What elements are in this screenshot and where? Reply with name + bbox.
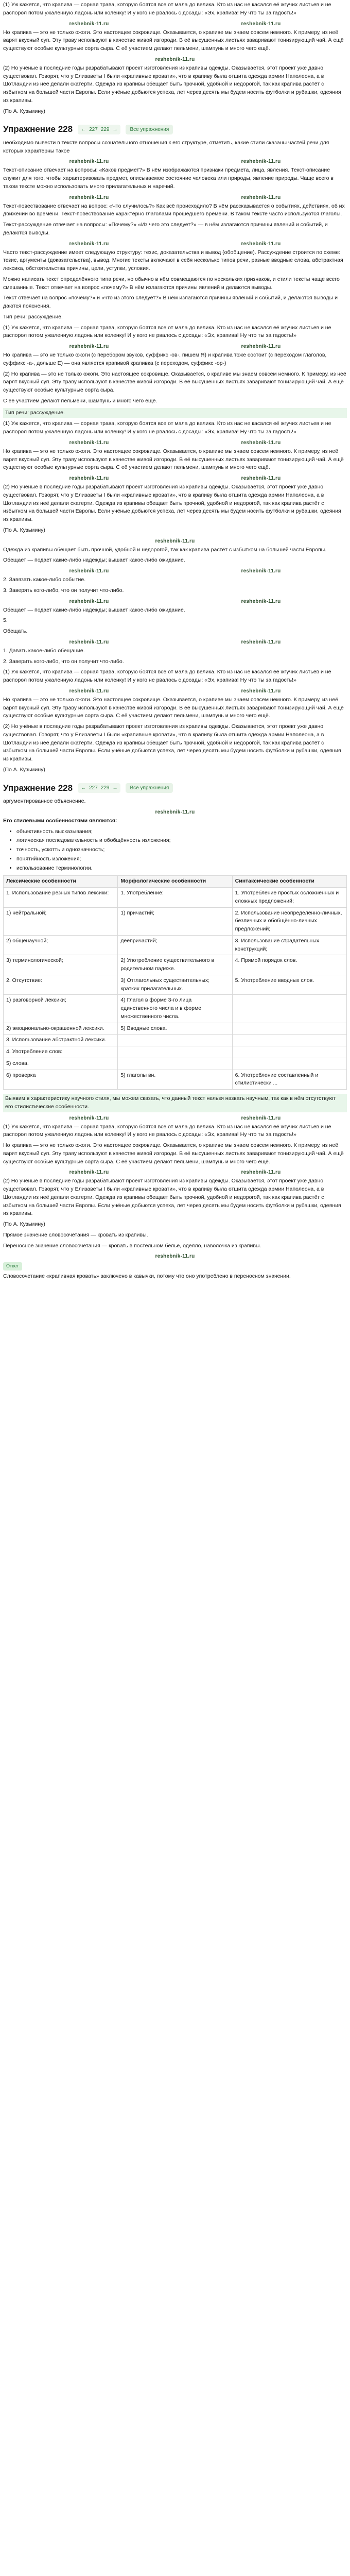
paragraph: Текст-повествование отвечает на вопрос: «Что случилось?» Как всё происходило? В нём рассказывается о событиях, действиях, об их движении во времени. Текст-повествование характерно глаголами прошедшего времени. В таком тексте часто используются глаголы. — [3, 202, 345, 217]
argument-line: аргументированное объяснение. — [3, 798, 86, 804]
table-cell: 2) Употребление существительного в родительном падеже. — [118, 955, 232, 975]
paragraph: Но крапива — это не только ожоги. Это настоящее сокровище. Оказывается, о крапиве мы знаем совсем немного. К примеру, из неё варят вкусный суп. Эту траву используют в качестве живой изгороди. В её высушенных листьях заваривают тонизирующий чай. А ещё существуют особые культурные сорта сыра. С её участием делают пельмени, шампунь и много чего ещё. — [3, 29, 344, 52]
paragraph: Но крапива — это не только ожоги. Это настоящее сокровище. Оказывается, о крапиве мы знаем совсем немного. К примеру, из неё варят вкусный суп. Эту траву используют в качестве живой изгороди. В её высушенных листьях заваривают тонизирующий чай. А ещё существуют особые культурные сорта сыра. С её участием делают пельмени, шампунь и много чего ещё. — [3, 696, 344, 719]
paragraph: 2. Заверить кого-либо, что он получит что-либо. — [3, 658, 124, 665]
watermark: reshebnik-11.ru — [241, 344, 281, 349]
exercise-header — [3, 123, 347, 136]
paragraph: Словосочетание «крапивная кровать» заключено в кавычки, потому что оно употреблено в переносном значении. — [3, 1273, 291, 1279]
watermark: reshebnik-11.ru — [241, 1115, 281, 1121]
all-exercises-button[interactable]: Все упражнения — [126, 783, 173, 793]
table-cell: 1. Употребление простых осложнённых и сложных предложений; — [233, 888, 347, 908]
table-cell: 6) проверка — [4, 1070, 118, 1090]
table-header: Лексические особенности — [4, 876, 118, 888]
paragraph: Текст отвечает на вопрос «почему?» и «что из этого следует?» В нём излагаются причины явлений и событий, и делаются выводы и даются пояснения. — [3, 295, 338, 309]
paragraph: Выявим в характеристику научного стиля, мы можем сказать, что данный текст нельзя назвать научным, так как в нём отсутствуют его стилистические особенности. — [3, 1094, 347, 1112]
plan-label: Тип речи: рассуждение. — [3, 313, 63, 320]
table-cell: 2) общенаучной; — [4, 936, 118, 956]
watermark: reshebnik-11.ru — [69, 568, 109, 574]
prev-arrow-icon[interactable]: ← — [81, 785, 86, 791]
table-cell — [233, 1058, 347, 1070]
list-item: • понятийность изложения; — [16, 855, 347, 863]
answer-tag: Ответ — [3, 1262, 22, 1270]
list-item: • точность, ускотть и однозначность; — [16, 846, 347, 854]
table-cell — [233, 1023, 347, 1035]
watermark: reshebnik-11.ru — [69, 476, 109, 481]
watermark: reshebnik-11.ru — [241, 688, 281, 694]
features-list — [3, 828, 347, 873]
body-text-1 — [3, 324, 347, 405]
next-arrow-icon[interactable]: → — [112, 785, 118, 791]
paragraph: (2) Но учёные в последние годы разрабатывают проект изготовления из крапивы одежды. Оказывается, этот проект уже давно существовал. Говорят, что у Елизаветы I были «крапивные кровати», что в крапиву была отшита одежда армии Наполеона, а в Шотландии из неё делали скатерти. Одежда из крапивы обещает быть прочной, удобной и недорогой, так как крапива растёт с избытком на большей части Европы. Если учёные добьются успеха, лет через десять мы будем носить футболки и рубашки, одеяния из крапивы. — [3, 484, 341, 522]
paragraph: Можно написать текст определённого типа речи, но обычно в нём совмещаются по нескольких признаков, и стили тексты чаще всего смешанные. Текст отвечает на вопрос «почему?» В нём излагаются причины явлений и делаются выводы. — [3, 276, 340, 291]
watermark: reshebnik-11.ru — [69, 688, 109, 694]
task-block — [3, 537, 347, 666]
paragraph: Обещает — подает какие-либо надежды; вышает какое-либо ожидание. — [3, 557, 185, 564]
list-item: • логическая последовательность и обобщённость изложения; — [16, 837, 347, 845]
paragraph: С её участием делают пельмени, шампунь и много чего ещё. — [3, 397, 157, 404]
top-text — [3, 1, 347, 115]
exercise-pager — [78, 125, 120, 134]
table-cell: 1) причастий; — [118, 908, 232, 936]
table-cell: 1. Использование резных типов лексики: — [4, 888, 118, 908]
next-exercise-link[interactable]: 229 — [100, 785, 110, 791]
watermark: reshebnik-11.ru — [155, 56, 195, 62]
table-cell — [118, 1046, 232, 1058]
watermark: reshebnik-11.ru — [241, 476, 281, 481]
paragraph: (1) Уж кажется, что крапива — сорная трава, которую боятся все от мала до велика. Кто из нас не касался её жгучих листьев и не распорол потом ужаленную ладонь или коленку! И у кого не рвалось с досады: «Эх, крапива! Ну что ты за гадость!» — [3, 324, 331, 339]
table-cell: деепричастий; — [118, 936, 232, 956]
body-text-3 — [3, 668, 347, 774]
all-exercises-button[interactable]: Все упражнения — [126, 125, 173, 134]
table-cell: 1. Употребление: — [118, 888, 232, 908]
watermark: reshebnik-11.ru — [241, 1170, 281, 1176]
paragraph: необходимо вывести в тексте вопросы сознательного отношения к его структуре, отметить, какие стили сказаны частей речи для которых характерны такое — [3, 139, 329, 154]
features-title: Его стилевыми особенностями являются: — [3, 817, 117, 824]
list-item: • использование терминологии. — [16, 865, 347, 873]
watermark: reshebnik-11.ru — [69, 241, 109, 247]
exercise-pager — [78, 783, 120, 793]
watermark: reshebnik-11.ru — [69, 598, 109, 604]
table-header: Синтаксические особенности — [233, 876, 347, 888]
author: (По А. Кузьмину) — [3, 108, 45, 114]
table-cell: 2. Отсутствие: — [4, 975, 118, 995]
conclusion-block — [3, 1094, 347, 1281]
next-arrow-icon[interactable]: → — [112, 126, 118, 132]
paragraph: Текст-рассуждение отвечает на вопросы: «Почему?» «Из чего это следует?» — в нём излагаются причины явлений и событий, и делаются выводы. — [3, 222, 328, 236]
exercise-title: Упражнение 228 — [3, 783, 73, 793]
table-cell: 4) Глагол в форме 3-го лица единственного числа и в форме множественного числа. — [118, 995, 232, 1023]
table-cell: 2) эмоционально-окрашенной лексики. — [4, 1023, 118, 1035]
table-cell — [118, 1058, 232, 1070]
paragraph: Одежда из крапивы обещает быть прочной, удобной и недорогой, так как крапива растёт с избытком на большей части Европы. — [3, 546, 327, 553]
table-cell — [233, 1035, 347, 1046]
table-cell: 3) Отглагольных существительных; кратких прилагательных. — [118, 975, 232, 995]
paragraph: (2) Но учёные в последние годы разрабатывают проект изготовления из крапивы одежды. Оказывается, этот проект уже давно существовал. Говорят, что у Елизаветы I были «крапивные кровати», что в крапиву была отшита одежда армии Наполеона, а в Шотландии из неё делали скатерти. Одежда из крапивы обещает быть прочной, удобной и недорогой, так как крапива растёт с избытком на большей части Европы. Если учёные добьются успеха, лет через десять мы будем носить футболки и рубашки, одеяния из крапивы. — [3, 723, 341, 762]
list-item: • объективность высказывания; — [16, 828, 347, 836]
watermark: reshebnik-11.ru — [69, 439, 109, 446]
watermark: reshebnik-11.ru — [69, 1170, 109, 1176]
table-cell: 4. Употребление слов: — [4, 1046, 118, 1058]
paragraph: (2) Но крапива — это не только ожоги. Это настоящее сокровище. Оказывается, о крапиве мы знаем совсем немного. К примеру, из неё варят вкусный суп. Эту траву используют в качестве живой изгороди. В её высушенных листьях заваривают тонизирующий чай. А ещё существуют особые культурные сорта сыра. — [3, 370, 346, 393]
table-cell — [233, 995, 347, 1023]
table-cell — [233, 1046, 347, 1058]
paragraph: (2) Но учёные в последние годы разрабатывают проект изготовления из крапивы одежды. Оказывается, этот проект уже давно существовал. Говорят, что у Елизаветы I были «крапивные кровати», что в крапиву была отшита одежда армии Наполеона, а в Шотландии из неё делали скатерти. Одежда из крапивы обещает быть прочной, удобной и недорогой, так как крапива растёт с избытком на большей части Европы. Если учёные добьются успеха, лет через десять мы будем носить футболки и рубашки, одеяния из крапивы. — [3, 1178, 341, 1217]
paragraph: 2. Завязать какое-либо событие. — [3, 577, 86, 583]
paragraph: (1) Уж кажется, что крапива — сорная трава, которую боятся все от мала до велика. Кто из нас не касался её жгучих листьев и не распорол потом ужаленную ладонь или коленку! И у кого не рвалось с досады: «Эх, крапива! Ну что ты за гадость!» — [3, 669, 331, 683]
table-cell — [118, 1035, 232, 1046]
watermark: reshebnik-11.ru — [241, 439, 281, 446]
paragraph: (1) Уж кажется, что крапива — сорная трава, которую боятся все от мала до велика. Кто из нас не касался её жгучих листьев и не распорол потом ужаленную ладонь или коленку! И у кого не рвалось с досады: «Эх, крапива! Ну что ты за гадость!» — [3, 2, 331, 16]
prev-arrow-icon[interactable]: ← — [81, 126, 86, 132]
watermark: reshebnik-11.ru — [241, 598, 281, 604]
paragraph: Прямое значение словосочетания — кровать из крапивы. — [3, 1231, 148, 1238]
table-cell: 5) Вводные слова. — [118, 1023, 232, 1035]
features-table — [3, 875, 347, 1090]
paragraph: Текст-описание отвечает на вопросы: «Каков предмет?» В нём изображаются признаки предмета, лица, явления. Текст-описание служит для того, чтобы характеризовать предмет, описываемое состояние человека или природы, явление природы. Чаще всего в таком тексте можно использовать много прилагательных и наречий. — [3, 167, 334, 190]
table-cell: 1) нейтральной; — [4, 908, 118, 936]
table-header: Морфологические особенности — [118, 876, 232, 888]
table-cell: 4. Прямой порядок слов. — [233, 955, 347, 975]
watermark: reshebnik-11.ru — [241, 194, 281, 200]
paragraph: Часто текст-рассуждение имеет следующую структуру: тезис, доказательства и вывод (обобщение). Рассуждение строится по схеме: тезис, аргументы (доказательства), вывод. Многие тексты включают в себя несколько типов речи, разные вводные слова, абстрактная лексика, обстоятельства причины, цели, уступки, условия. — [3, 249, 343, 272]
author: (По А. Кузьмину) — [3, 766, 45, 773]
watermark: reshebnik-11.ru — [69, 159, 109, 165]
paragraph: Переносное значение словосочетания — кровать в постельном белье, одеяло, наволочка из крапивы. — [3, 1242, 261, 1249]
highlight-answer: Тип речи: рассуждение. — [3, 408, 347, 418]
paragraph: Но крапива — это не только ожоги. Это настоящее сокровище. Оказывается, о крапиве мы знаем совсем немного. К примеру, из неё варят вкусный суп. Эту траву используют в качестве живой изгороди. В её высушенных листьях заваривают тонизирующий чай. А ещё существуют особые культурные сорта сыра. С её участием делают пельмени, шампунь и много чего ещё. — [3, 448, 344, 471]
page — [0, 0, 350, 1281]
paragraph: Обещать. — [3, 628, 28, 634]
table-cell: 5) глаголы вн. — [118, 1070, 232, 1090]
table-cell: 3) терминологической; — [4, 955, 118, 975]
watermark: reshebnik-11.ru — [155, 538, 195, 544]
watermark: reshebnik-11.ru — [69, 1115, 109, 1121]
watermark: reshebnik-11.ru — [69, 344, 109, 349]
watermark: reshebnik-11.ru — [241, 639, 281, 645]
watermark: reshebnik-11.ru — [241, 241, 281, 247]
watermark: reshebnik-11.ru — [241, 159, 281, 165]
table-cell: 6. Употребление составленный и стилистически ... — [233, 1070, 347, 1090]
table-cell: 5) слова. — [4, 1058, 118, 1070]
watermark: reshebnik-11.ru — [69, 639, 109, 645]
exercise-title: Упражнение 228 — [3, 124, 73, 134]
table-cell: 2. Использование неопределённо-личных, безличных и обобщённо-личных предложений; — [233, 908, 347, 936]
author: (По А. Кузьмину) — [3, 527, 45, 533]
next-exercise-link[interactable]: 229 — [100, 126, 110, 132]
body-text-2 — [3, 420, 347, 534]
watermark: reshebnik-11.ru — [241, 21, 281, 27]
table-cell: 1) разговорной лексики; — [4, 995, 118, 1023]
watermark: reshebnik-11.ru — [69, 194, 109, 200]
theory-block — [3, 139, 347, 311]
paragraph: Но крапива — это не только ожоги. Это настоящее сокровище. Оказывается, о крапиве мы знаем совсем немного. К примеру, из неё варят вкусный суп. Эту траву используют в качестве живой изгороди. В её высушенных листьях заваривают тонизирующий чай. А ещё существуют особые культурные сорта сыра. С её участием делают пельмени, шампунь и много чего ещё. — [3, 1142, 344, 1165]
paragraph: (1) Уж кажется, что крапива — сорная трава, которую боятся все от мала до велика. Кто из нас не касался её жгучих листьев и не распорол потом ужаленную ладонь или коленку! И у кого не рвалось с досады: «Эх, крапива! Ну что ты за гадость!» — [3, 420, 331, 435]
paragraph: (2) Но учёные в последние годы разрабатывают проект изготовления из крапивы одежды. Оказывается, этот проект уже давно существовал. Говорят, что у Елизаветы I были «крапивные кровати», что в крапиву была отшита одежда армии Наполеона, а в Шотландии из неё делали скатерти. Одежда из крапивы обещает быть прочной, удобной и недорогой, так как крапива растёт с избытком на большей части Европы. Если учёные добьются успеха, лет через десять мы будем носить футболки и рубашки, одеяния из крапивы. — [3, 64, 341, 104]
table-cell: 5. Употребление вводных слов. — [233, 975, 347, 995]
watermark: reshebnik-11.ru — [155, 809, 195, 815]
paragraph: Обещает — подает какие-либо надежды; вышает какое-либо ожидание. — [3, 606, 185, 613]
paragraph: 1. Давать какое-либо обещание. — [3, 647, 85, 654]
exercise-header — [3, 782, 347, 795]
author: (По А. Кузьмину) — [3, 1221, 45, 1227]
table-cell: 3. Использование страдательных конструкций; — [233, 936, 347, 956]
prev-exercise-link[interactable]: 227 — [89, 126, 98, 132]
prev-exercise-link[interactable]: 227 — [89, 785, 98, 791]
table-cell: 3. Использование абстрактной лексики. — [4, 1035, 118, 1046]
watermark: reshebnik-11.ru — [241, 568, 281, 574]
watermark: reshebnik-11.ru — [69, 21, 109, 27]
paragraph: 5. — [3, 617, 8, 624]
paragraph: 3. Заверять кого-либо, что он получит что-либо. — [3, 587, 124, 594]
paragraph: (1) Уж кажется, что крапива — сорная трава, которую боятся все от мала до велика. Кто из нас не касался её жгучих листьев и не распорол потом ужаленную ладонь или коленку! И у кого не рвалось с досады: «Эх, крапива! Ну что ты за гадость!» — [3, 1123, 331, 1138]
watermark: reshebnik-11.ru — [155, 1253, 195, 1260]
paragraph: Но крапива — это не только ожоги (с перебором звуков, суффикс -ов-, пишем Я) и крапива тоже состоит (с переходом глаголов, суффикс -а-, дольше Е) — она является крапивой крапивка (с переходом, суффикс -ор-) — [3, 352, 327, 366]
